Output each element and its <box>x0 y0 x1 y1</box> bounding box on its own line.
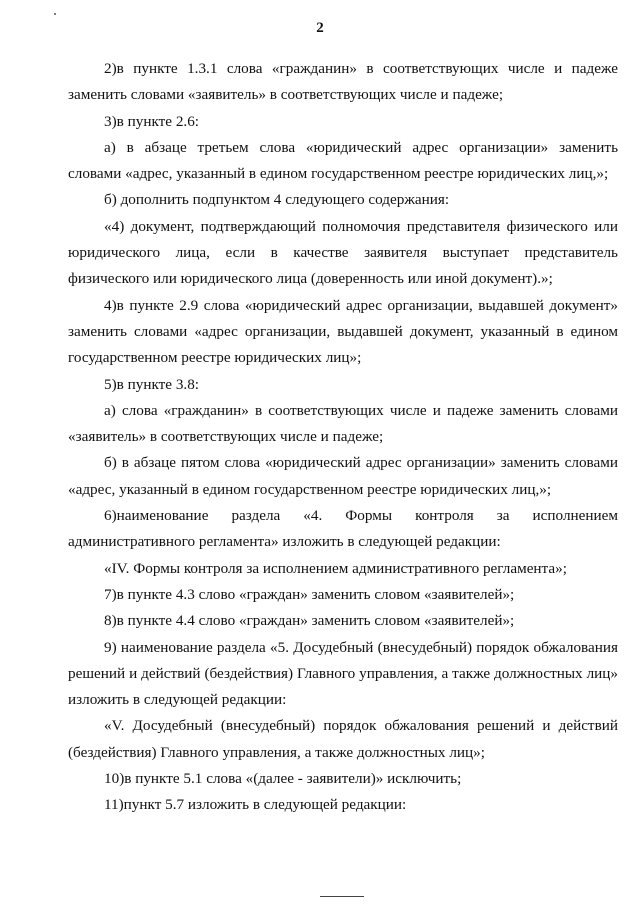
paragraph-item-9: 9) наименование раздела «5. Досудебный (внесудебный) порядок обжалования решений и действий (бездействия) Главного управления, а также должностных лиц» изложить в следующей редакции: <box>68 638 618 709</box>
paragraph-item-7: 7)в пункте 4.3 слово «граждан» заменить словом «заявителей»; <box>104 585 515 603</box>
paragraph-item-10: 10)в пункте 5.1 слова «(далее - заявители)» исключить; <box>104 770 462 788</box>
document-body <box>68 56 618 819</box>
paragraph-item-3a: а) в абзаце третьем слова «юридический адрес организации» заменить словами «адрес, указанный в едином государственном реестре юридических лиц,»; <box>68 138 618 183</box>
paragraph-item-5b: б) в абзаце пятом слова «юридический адрес организации» заменить словами «адрес, указанный в едином государственном реестре юридических лиц,»; <box>68 454 618 498</box>
paragraph-item-5a: а) слова «гражданин» в соответствующих числе и падеже заменить словами «заявитель» в соответствующих числе и падеже; <box>68 401 618 446</box>
footer-rule <box>320 896 364 897</box>
paragraph-item-5: 5)в пункте 3.8: <box>104 375 200 393</box>
paragraph-quote-section-iv: «IV. Формы контроля за исполнением административного регламента»; <box>104 559 567 577</box>
paragraph-item-11: 11)пункт 5.7 изложить в следующей редакции: <box>104 796 407 814</box>
paragraph-item-3b: б) дополнить подпунктом 4 следующего содержания: <box>104 191 450 209</box>
paragraph-item-3: 3)в пункте 2.6: <box>104 112 200 130</box>
paragraph-quote-subitem-4: «4) документ, подтверждающий полномочия представителя физического или юридического лица, если в качестве заявителя выступает представитель физического или юридического лица (доверенность или иной документ).»; <box>68 217 618 288</box>
paragraph-item-6: 6)наименование раздела «4. Формы контроля за исполнением административного регламента» изложить в следующей редакции: <box>68 507 618 551</box>
scan-speck <box>54 13 56 15</box>
paragraph-quote-section-v: «V. Досудебный (внесудебный) порядок обжалования решений и действий (бездействия) Главного управления, а также должностных лиц»; <box>68 717 618 761</box>
paragraph-item-8: 8)в пункте 4.4 слово «граждан» заменить словом «заявителей»; <box>104 612 515 630</box>
paragraph-item-4: 4)в пункте 2.9 слова «юридический адрес организации, выдавшей документ» заменить словами «адрес организации, выдавшей документ, указанный в едином государственном реестре юридических лиц»; <box>68 296 618 367</box>
page-number: 2 <box>316 20 324 36</box>
paragraph-item-2: 2)в пункте 1.3.1 слова «гражданин» в соответствующих числе и падеже заменить словами «заявитель» в соответствующих числе и падеже; <box>68 60 618 104</box>
